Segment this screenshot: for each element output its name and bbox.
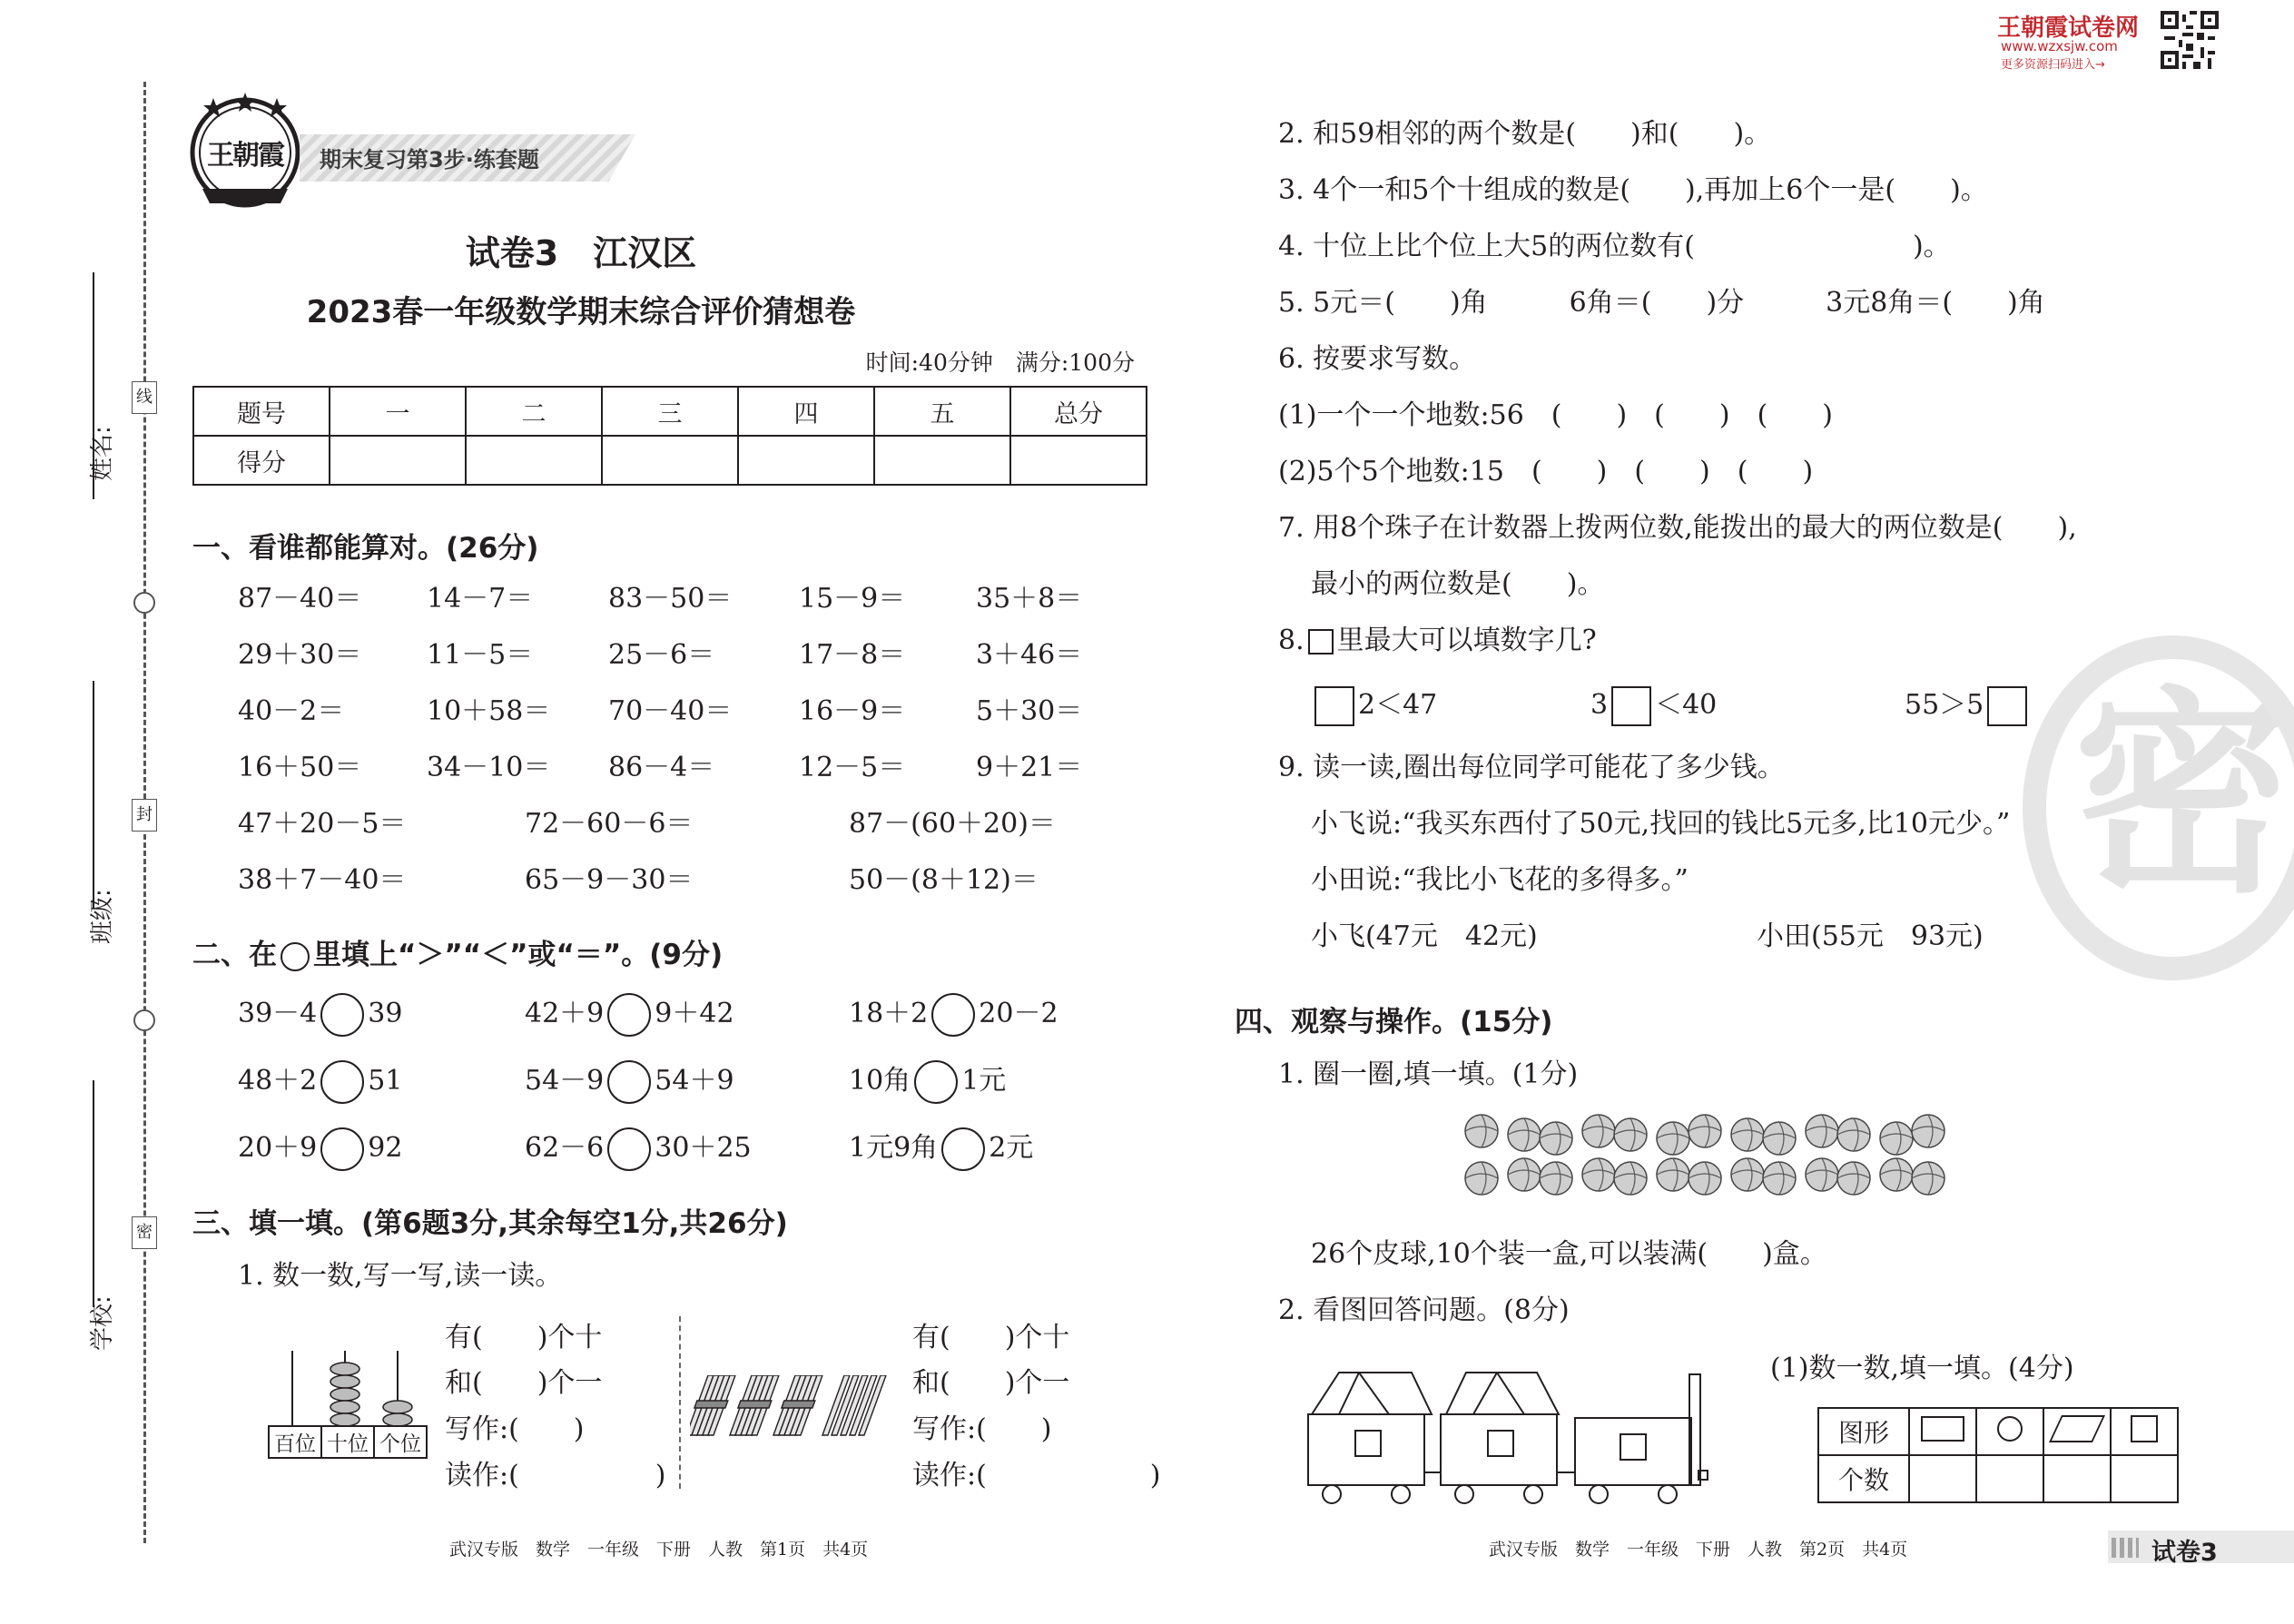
compare-item xyxy=(849,993,1058,1037)
question-3-9-1: 小飞说:“我买东西付了50元,找回的钱比5元多,比10元少。” xyxy=(1311,808,2011,840)
count-cell[interactable] xyxy=(1909,1455,1976,1502)
question-3-6-1: (1)一个一个地数:56 ( ) ( ) ( ) xyxy=(1278,399,1834,431)
calc-item: 16＋50＝ xyxy=(238,752,362,783)
abacus-label-hundreds: 百位 xyxy=(270,1427,322,1457)
question-3-7b: 最小的两位数是( )。 xyxy=(1311,568,1605,600)
compare-left: 1元9角 xyxy=(849,1132,939,1164)
calc-item: 65－9－30＝ xyxy=(525,864,694,896)
question-4-1: 1. 圈一圈,填一填。(1分) xyxy=(1278,1058,1579,1090)
ball-icon xyxy=(1731,1118,1764,1151)
ball-icon xyxy=(1806,1115,1838,1147)
compare-left: 48＋2 xyxy=(238,1065,318,1097)
binding-mark-seal: 封 xyxy=(132,799,157,832)
shape-row-label: 图形 xyxy=(1818,1408,1909,1455)
time-score: 时间:40分钟 满分:100分 xyxy=(865,349,1135,376)
compare-right: 30＋25 xyxy=(655,1132,752,1164)
sticks-figure xyxy=(690,1375,899,1439)
ball-icon xyxy=(1657,1158,1689,1191)
ball-icon xyxy=(1763,1162,1796,1195)
compare-item xyxy=(849,1060,1006,1104)
ball-icon xyxy=(1657,1122,1689,1155)
site-name[interactable]: 王朝霞试卷网 xyxy=(1997,15,2140,42)
rectangle-icon xyxy=(1909,1408,1976,1455)
qr-code-icon[interactable] xyxy=(2161,11,2219,69)
square-icon xyxy=(2111,1408,2178,1455)
question-3-7a: 7. 用8个珠子在计数器上拨两位数,能拨出的最大的两位数是( ), xyxy=(1278,512,2077,544)
calc-item: 9＋21＝ xyxy=(976,752,1083,783)
compare-left: 54－9 xyxy=(525,1065,605,1097)
score-header-cell: 三 xyxy=(602,387,738,436)
compare-circle[interactable] xyxy=(320,1127,364,1171)
ball-icon xyxy=(1465,1162,1498,1195)
school-label: 学校: xyxy=(89,1295,116,1351)
compare-right: 51 xyxy=(368,1065,403,1097)
calc-item: 50－(8＋12)＝ xyxy=(849,864,1039,896)
question-3-4: 4. 十位上比个位上大5的两位数有( )。 xyxy=(1278,231,1951,262)
brand-logo xyxy=(186,91,304,209)
section2-title xyxy=(192,931,723,972)
calc-item: 17－8＝ xyxy=(799,639,906,671)
page-tag: 试卷3 xyxy=(2151,1539,2218,1567)
ball-icon xyxy=(1837,1162,1870,1195)
calc-item: 72－60－6＝ xyxy=(525,808,694,840)
ball-icon xyxy=(1582,1115,1615,1147)
digit-item-text: 2＜47 xyxy=(1358,689,1438,721)
count-cell[interactable] xyxy=(2111,1455,2178,1502)
ball-icon xyxy=(1763,1122,1796,1155)
ball-icon xyxy=(1912,1115,1944,1147)
footer-left: 武汉专版 数学 一年级 下册 人教 第1页 共4页 xyxy=(449,1540,869,1560)
calc-item: 3＋46＝ xyxy=(976,639,1083,671)
site-url[interactable]: www.wzxsjw.com xyxy=(2001,38,2118,54)
compare-left: 20＋9 xyxy=(238,1132,318,1164)
score-cell[interactable] xyxy=(602,436,738,485)
score-cell[interactable] xyxy=(466,436,602,485)
question-3-8-text: 里最大可以填数字几? xyxy=(1336,625,1597,656)
ball-icon xyxy=(1880,1158,1913,1191)
score-row-label: 得分 xyxy=(193,436,330,485)
site-note: 更多资源扫码进入→ xyxy=(2001,58,2105,72)
question-3-6-2: (2)5个5个地数:15 ( ) ( ) ( ) xyxy=(1278,456,1814,487)
fill-read: 读作:( ) xyxy=(445,1460,666,1491)
binding-knot-icon xyxy=(133,1009,155,1031)
calc-item: 34－10＝ xyxy=(427,752,551,783)
fill-ones: 和( )个一 xyxy=(445,1367,603,1399)
paper-title: 试卷3 江汉区 xyxy=(465,233,697,273)
fill-ones: 和( )个一 xyxy=(912,1367,1070,1399)
compare-circle[interactable] xyxy=(320,1060,364,1104)
calc-item: 87－40＝ xyxy=(238,583,362,615)
ball-icon xyxy=(1731,1158,1764,1191)
abacus-label-row xyxy=(268,1425,428,1459)
abacus-figure xyxy=(263,1343,427,1457)
section3-title: 三、填一填。(第6题3分,其余每空1分,共26分) xyxy=(192,1207,788,1240)
ball-icon xyxy=(1508,1158,1541,1191)
binding-mark-secret: 密 xyxy=(132,1216,157,1249)
fill-write: 写作:( ) xyxy=(912,1413,1052,1445)
compare-left: 39－4 xyxy=(238,998,318,1029)
score-header-cell: 题号 xyxy=(193,387,330,436)
compare-item xyxy=(238,993,402,1037)
question-3-1: 1. 数一数,写一写,读一读。 xyxy=(238,1260,563,1292)
square-icon xyxy=(1308,629,1334,655)
compare-item xyxy=(525,993,734,1037)
parallelogram-icon xyxy=(2043,1408,2111,1455)
ball-icon xyxy=(1837,1118,1870,1151)
score-header-cell: 一 xyxy=(330,387,466,436)
calc-item: 35＋8＝ xyxy=(976,583,1083,615)
compare-circle[interactable] xyxy=(607,1127,651,1171)
ball-icon xyxy=(1614,1118,1647,1151)
question-3-2: 2. 和59相邻的两个数是( )和( )。 xyxy=(1278,118,1772,150)
compare-left: 10角 xyxy=(849,1065,911,1097)
score-cell[interactable] xyxy=(330,436,466,485)
compare-circle[interactable] xyxy=(931,993,975,1037)
compare-circle[interactable] xyxy=(941,1127,985,1171)
question-3-8-num: 8. xyxy=(1278,625,1305,656)
calc-item: 29＋30＝ xyxy=(238,639,362,671)
compare-right: 92 xyxy=(368,1132,403,1164)
ball-icon xyxy=(1540,1162,1572,1195)
watermark-text: 密 xyxy=(2073,668,2292,922)
calc-item: 83－50＝ xyxy=(608,583,733,615)
class-label: 班级: xyxy=(89,889,116,944)
question-3-3: 3. 4个一和5个十组成的数是( ),再加上6个一是( )。 xyxy=(1278,174,1988,206)
compare-item xyxy=(238,1127,402,1171)
balls-figure xyxy=(1462,1109,1970,1209)
score-cell[interactable] xyxy=(738,436,874,485)
compare-right: 9＋42 xyxy=(655,998,734,1029)
compare-circle[interactable] xyxy=(914,1060,958,1104)
compare-right: 2元 xyxy=(989,1132,1034,1164)
ball-icon xyxy=(1614,1162,1647,1195)
digit-item-b xyxy=(1590,686,1717,726)
compare-circle[interactable] xyxy=(320,993,364,1037)
score-header-cell: 二 xyxy=(466,387,602,436)
count-cell[interactable] xyxy=(2043,1455,2111,1502)
compare-left: 42＋9 xyxy=(525,998,605,1029)
ball-icon xyxy=(1540,1122,1572,1155)
circle-icon xyxy=(281,942,310,971)
fill-read: 读作:( ) xyxy=(912,1460,1161,1491)
fill-tens: 有( )个十 xyxy=(445,1322,603,1353)
compare-right: 20－2 xyxy=(979,998,1058,1029)
calc-item: 11－5＝ xyxy=(427,639,534,671)
question-3-6: 6. 按要求写数。 xyxy=(1278,343,1477,375)
name-label: 姓名: xyxy=(89,426,116,481)
calc-item: 86－4＝ xyxy=(608,752,715,783)
question-3-9-4[interactable]: 小田(55元 93元) xyxy=(1757,920,1984,952)
section2-title-b: 里填上“＞”“＜”或“＝”。(9分) xyxy=(313,939,724,971)
class-blank[interactable] xyxy=(93,681,94,908)
digit-item-post: ＜40 xyxy=(1655,689,1718,721)
digit-box[interactable] xyxy=(1314,686,1354,726)
fill-tens: 有( )个十 xyxy=(912,1322,1070,1353)
calc-item: 25－6＝ xyxy=(608,639,715,671)
score-cell[interactable] xyxy=(1010,436,1147,485)
digit-item-pre: 3 xyxy=(1590,689,1609,721)
ball-icon xyxy=(1508,1118,1541,1151)
calc-item: 40－2＝ xyxy=(238,695,345,727)
compare-item xyxy=(525,1127,752,1171)
compare-item xyxy=(238,1060,402,1104)
question-3-5: 5. 5元＝( )角 6角＝( )分 3元8角＝( )角 xyxy=(1278,287,2045,319)
ball-icon xyxy=(1689,1115,1721,1147)
question-4-2-1: (1)数一数,填一填。(4分) xyxy=(1770,1353,2074,1384)
brand-mascot-text: 王朝霞 xyxy=(207,140,283,172)
digit-box[interactable] xyxy=(1987,686,2027,726)
circle-icon xyxy=(1976,1408,2043,1455)
binding-knot-icon xyxy=(133,592,155,614)
compare-item xyxy=(849,1127,1033,1171)
digit-item-c xyxy=(1905,686,2031,726)
digit-item-text: 55＞5 xyxy=(1905,689,1984,721)
digit-box[interactable] xyxy=(1611,686,1651,726)
ball-icon xyxy=(1912,1162,1944,1195)
secret-watermark xyxy=(2023,635,2294,980)
divider-dashed xyxy=(679,1316,681,1489)
abacus-label-ones: 个位 xyxy=(379,1432,421,1456)
train-figure xyxy=(1303,1362,1738,1507)
score-header-cell: 五 xyxy=(874,387,1010,436)
section2-title-a: 二、在 xyxy=(192,939,277,971)
compare-right: 54＋9 xyxy=(655,1065,734,1097)
question-3-9: 9. 读一读,圈出每位同学可能花了多少钱。 xyxy=(1278,752,1785,783)
fill-write: 写作:( ) xyxy=(445,1413,585,1445)
compare-right: 1元 xyxy=(961,1065,1007,1097)
score-cell[interactable] xyxy=(874,436,1010,485)
calc-item: 12－5＝ xyxy=(799,752,906,783)
section4-title: 四、观察与操作。(15分) xyxy=(1235,1006,1553,1038)
compare-right: 39 xyxy=(368,998,403,1029)
calc-item: 16－9＝ xyxy=(799,695,906,727)
footer-right: 武汉专版 数学 一年级 下册 人教 第2页 共4页 xyxy=(1489,1540,1908,1560)
compare-item xyxy=(525,1060,734,1104)
paper-subtitle: 2023春一年级数学期末综合评价猜想卷 xyxy=(306,294,856,330)
compare-left: 18＋2 xyxy=(849,998,929,1029)
ball-icon xyxy=(1880,1122,1913,1155)
banner-text: 期末复习第3步·练套题 xyxy=(320,147,539,172)
calc-item: 15－9＝ xyxy=(799,583,906,615)
shape-count-table xyxy=(1817,1407,2179,1503)
school-blank[interactable] xyxy=(93,1080,94,1307)
section1-title: 一、看谁都能算对。(26分) xyxy=(192,532,539,565)
calc-item: 14－7＝ xyxy=(427,583,534,615)
page-tag-dots-icon xyxy=(2112,1538,2139,1558)
compare-circle[interactable] xyxy=(607,993,651,1037)
count-cell[interactable] xyxy=(1976,1455,2043,1502)
question-4-1-text: 26个皮球,10个装一盒,可以装满( )盒。 xyxy=(1311,1238,1827,1270)
calc-item: 47＋20－5＝ xyxy=(238,808,407,840)
question-3-9-2: 小田说:“我比小飞花的多得多。” xyxy=(1311,864,1689,896)
compare-circle[interactable] xyxy=(607,1060,651,1104)
digit-item-a xyxy=(1311,686,1437,726)
question-4-2: 2. 看图回答问题。(8分) xyxy=(1278,1294,1570,1326)
binding-mark-line: 线 xyxy=(132,381,157,414)
abacus-label-tens: 十位 xyxy=(322,1427,375,1457)
calc-item: 10＋58＝ xyxy=(427,695,551,727)
score-header-cell: 四 xyxy=(738,387,874,436)
ball-icon xyxy=(1806,1158,1838,1191)
score-header-cell: 总分 xyxy=(1010,387,1147,436)
calc-item: 38＋7－40＝ xyxy=(238,864,407,896)
calc-item: 70－40＝ xyxy=(608,695,733,727)
compare-left: 62－6 xyxy=(525,1132,605,1164)
ball-icon xyxy=(1689,1162,1721,1195)
score-table xyxy=(192,386,1147,486)
ball-icon xyxy=(1465,1115,1498,1147)
calc-item: 87－(60＋20)＝ xyxy=(849,808,1056,840)
question-3-9-3[interactable]: 小飞(47元 42元) xyxy=(1311,920,1538,952)
count-row-label: 个数 xyxy=(1818,1455,1909,1502)
ball-icon xyxy=(1582,1158,1615,1191)
question-3-8 xyxy=(1278,623,1597,659)
calc-item: 5＋30＝ xyxy=(976,695,1083,727)
